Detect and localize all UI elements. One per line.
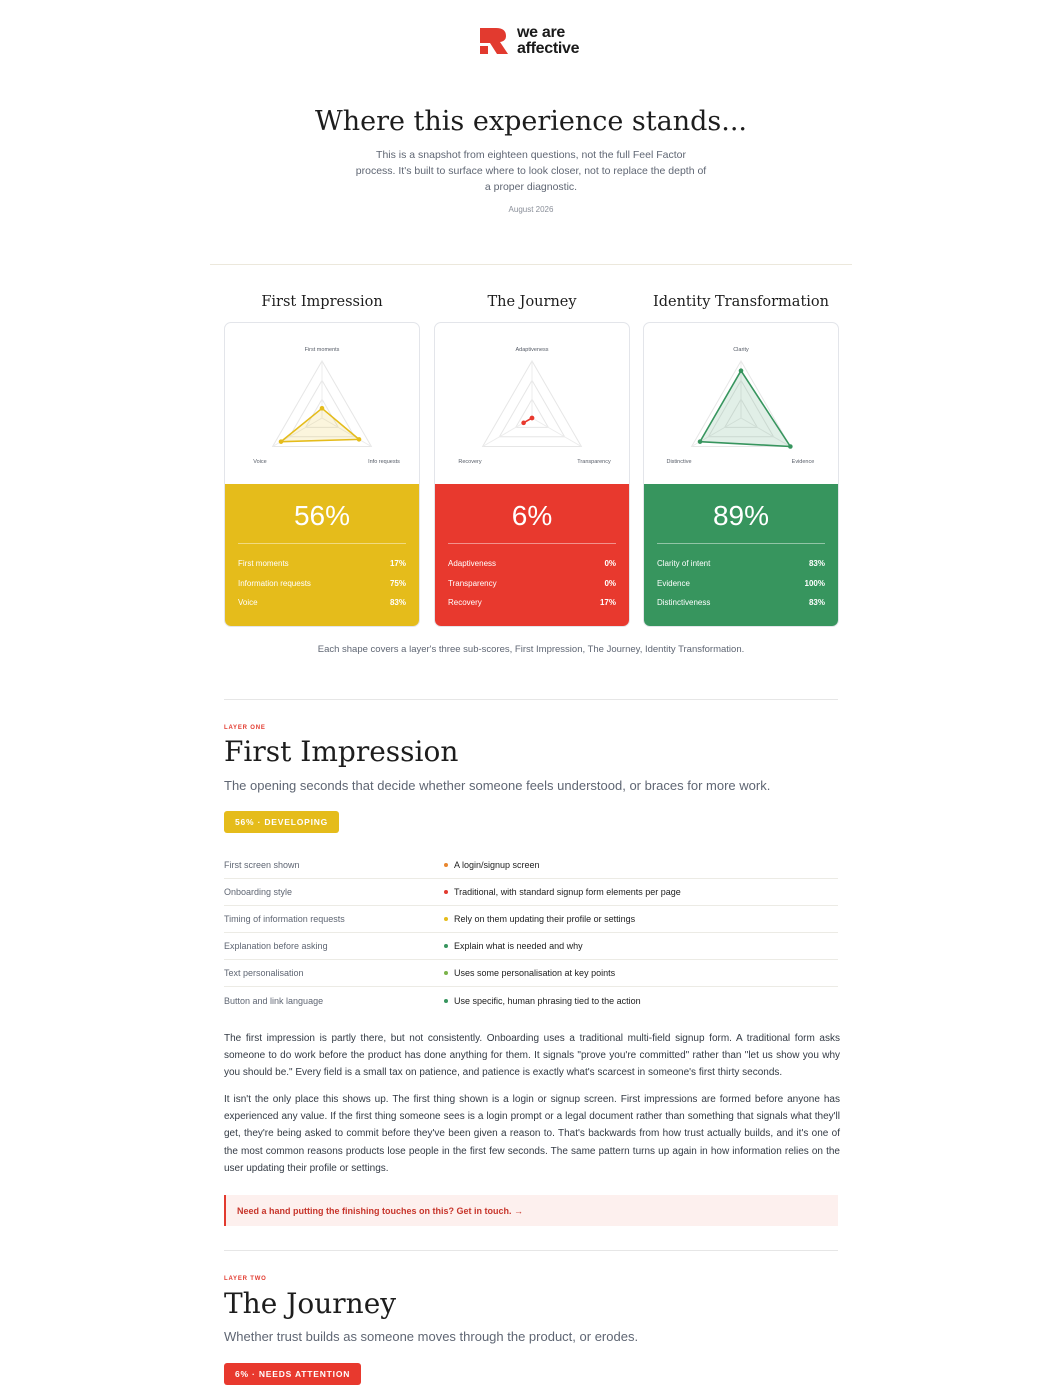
subscore-label: First moments xyxy=(238,559,289,569)
layer-score: 6% xyxy=(511,500,553,531)
score-badge: 56% · DEVELOPING xyxy=(224,811,339,833)
radar-point xyxy=(320,406,325,411)
radar-axis-label: Evidence xyxy=(791,459,815,465)
question-label: Text personalisation xyxy=(224,968,304,978)
answers-table xyxy=(224,852,838,1014)
page-subtitle: This is a snapshot from eighteen questions, not the full Feel Factor process. It's built to surface where to look closer, not to replace the depth of a proper diagnostic. xyxy=(355,149,707,193)
subscore-value: 83% xyxy=(389,598,406,608)
subscore-label: Transparency xyxy=(448,578,497,588)
section-title: The Journey xyxy=(224,1287,397,1320)
radar-point xyxy=(739,368,744,373)
status-dot-icon xyxy=(444,890,448,894)
subscore-label: Evidence xyxy=(657,578,690,588)
answer-text: Explain what is needed and why xyxy=(454,941,583,951)
section-divider xyxy=(224,1250,838,1251)
subscore-label: Adaptiveness xyxy=(448,559,497,569)
radar-svg xyxy=(435,323,629,484)
radar-chart xyxy=(435,323,629,484)
subscore-value: 0% xyxy=(604,578,616,588)
radar-axis-label: Info requests xyxy=(368,459,400,465)
radar-axis-label: Transparency xyxy=(577,459,611,465)
status-dot-icon xyxy=(444,971,448,975)
layer-score: 56% xyxy=(293,500,351,531)
question-label: Onboarding style xyxy=(224,887,293,897)
radar-axis-label: Distinctive xyxy=(666,459,692,465)
table-row xyxy=(224,906,838,933)
divider xyxy=(210,264,852,265)
subscore-row xyxy=(238,554,406,574)
layer-column-first-impression xyxy=(224,294,420,627)
table-row xyxy=(224,987,838,1014)
subscore-row xyxy=(657,574,825,594)
score-panel xyxy=(435,484,629,626)
layer-title: First Impression xyxy=(261,294,383,310)
subscore-value: 75% xyxy=(389,578,406,588)
subscore-label: Voice xyxy=(238,598,258,608)
section-subtitle: The opening seconds that decide whether someone feels understood, or braces for more work. xyxy=(224,778,771,793)
subscore-row xyxy=(657,554,825,574)
subscore-value: 83% xyxy=(808,598,825,608)
radar-point xyxy=(530,416,535,421)
score-divider xyxy=(657,543,825,544)
score-divider xyxy=(448,543,616,544)
subscore-row xyxy=(238,593,406,613)
question-label: Explanation before asking xyxy=(224,941,328,951)
status-dot-icon xyxy=(444,917,448,921)
question-label: Button and link language xyxy=(224,995,324,1006)
layer-column-the-journey xyxy=(434,294,630,627)
radar-axis-label: Recovery xyxy=(458,459,482,465)
status-dot-icon xyxy=(444,863,448,867)
subscore-value: 17% xyxy=(599,598,616,608)
subscore-label: Recovery xyxy=(448,598,482,608)
subscore-value: 100% xyxy=(804,578,825,588)
subscore-row xyxy=(448,554,616,574)
radar-axis-label: Voice xyxy=(253,459,267,465)
status-dot-icon xyxy=(444,944,448,948)
section-title: First Impression xyxy=(224,735,459,768)
radar-point xyxy=(357,437,362,442)
subscore-row xyxy=(238,574,406,594)
table-row xyxy=(224,933,838,960)
subscore-label: Distinctiveness xyxy=(657,598,711,608)
question-label: Timing of information requests xyxy=(224,914,345,924)
logo-text-line1: we are xyxy=(517,24,566,41)
table-row xyxy=(224,879,838,906)
contact-cta-link[interactable]: Need a hand putting the finishing touches on this? Get in touch. → xyxy=(224,1195,838,1226)
subscore-value: 0% xyxy=(604,559,616,569)
layer-score: 89% xyxy=(712,500,770,531)
subscore-value: 17% xyxy=(389,559,406,569)
table-row xyxy=(224,852,838,879)
page-title: Where this experience stands... xyxy=(314,106,748,137)
radar-point xyxy=(521,421,526,426)
answer-text: A login/signup screen xyxy=(454,860,540,870)
question-label: First screen shown xyxy=(224,860,300,870)
radar-point xyxy=(279,439,284,444)
score-divider xyxy=(238,543,406,544)
score-badge: 6% · NEEDS ATTENTION xyxy=(224,1363,361,1385)
layer-column-identity-transformation xyxy=(643,294,839,627)
layer-card xyxy=(643,322,839,627)
radar-chart xyxy=(225,323,419,484)
answer-text: Traditional, with standard signup form elements per page xyxy=(454,887,681,897)
score-panel xyxy=(644,484,838,626)
analysis-paragraph: It isn't the only place this shows up. The first thing shown is a login or signup screen. First impressions are formed before anyone has experienced any value. If the first thing someone sees is a login prompt or a legal document rather than something that signals what they'll get, they're being asked to commit before they've been given a reason to. That's backwards from how trust actually builds, and it's one of the most common reasons products lose people in the first few seconds. The same pattern turns up again in how information relies on the user updating their profile or settings. xyxy=(224,1094,840,1174)
section-divider xyxy=(224,699,838,700)
radar-point xyxy=(788,444,793,449)
logo-mark-icon xyxy=(479,26,509,56)
radar-point xyxy=(698,439,703,444)
radar-svg xyxy=(225,323,419,484)
layer-card xyxy=(224,322,420,627)
subscore-label: Information requests xyxy=(238,578,311,588)
brand-logo[interactable] xyxy=(479,25,579,57)
section-kicker: LAYER ONE xyxy=(224,725,266,731)
subscore-row xyxy=(657,593,825,613)
radar-caption: Each shape covers a layer's three sub-scores, First Impression, The Journey, Identity Transformation. xyxy=(317,644,745,655)
answer-text: Use specific, human phrasing tied to the action xyxy=(454,995,641,1006)
section-subtitle: Whether trust builds as someone moves through the product, or erodes. xyxy=(224,1329,639,1344)
layer-title: The Journey xyxy=(487,294,577,310)
score-panel xyxy=(225,484,419,626)
section-kicker: LAYER TWO xyxy=(224,1276,267,1282)
radar-axis-label: Adaptiveness xyxy=(515,347,549,353)
subscore-row xyxy=(448,574,616,594)
radar-axis-label: Clarity xyxy=(733,347,749,353)
radar-chart xyxy=(644,323,838,484)
subscore-row xyxy=(448,593,616,613)
logo-text-line2: affective xyxy=(517,40,580,57)
layer-card xyxy=(434,322,630,627)
layer-title: Identity Transformation xyxy=(652,294,829,310)
table-row xyxy=(224,960,838,987)
report-date: August 2026 xyxy=(508,205,554,214)
subscore-value: 83% xyxy=(808,559,825,569)
subscore-label: Clarity of intent xyxy=(657,559,711,569)
status-dot-icon xyxy=(444,999,448,1003)
radar-axis-label: First moments xyxy=(304,347,340,353)
radar-svg xyxy=(644,323,838,484)
answer-text: Uses some personalisation at key points xyxy=(454,968,616,978)
answer-text: Rely on them updating their profile or settings xyxy=(454,914,636,924)
analysis-paragraph: The first impression is partly there, but not consistently. Onboarding uses a traditional multi-field signup form. A traditional form asks someone to do work before the product has done anything for them. It signals "prove you're committed" rather than "let us show you why you should be." Every field is a small tax on patience, and patience is exactly what's scarcest in someone's first thirty seconds. xyxy=(224,1033,840,1079)
